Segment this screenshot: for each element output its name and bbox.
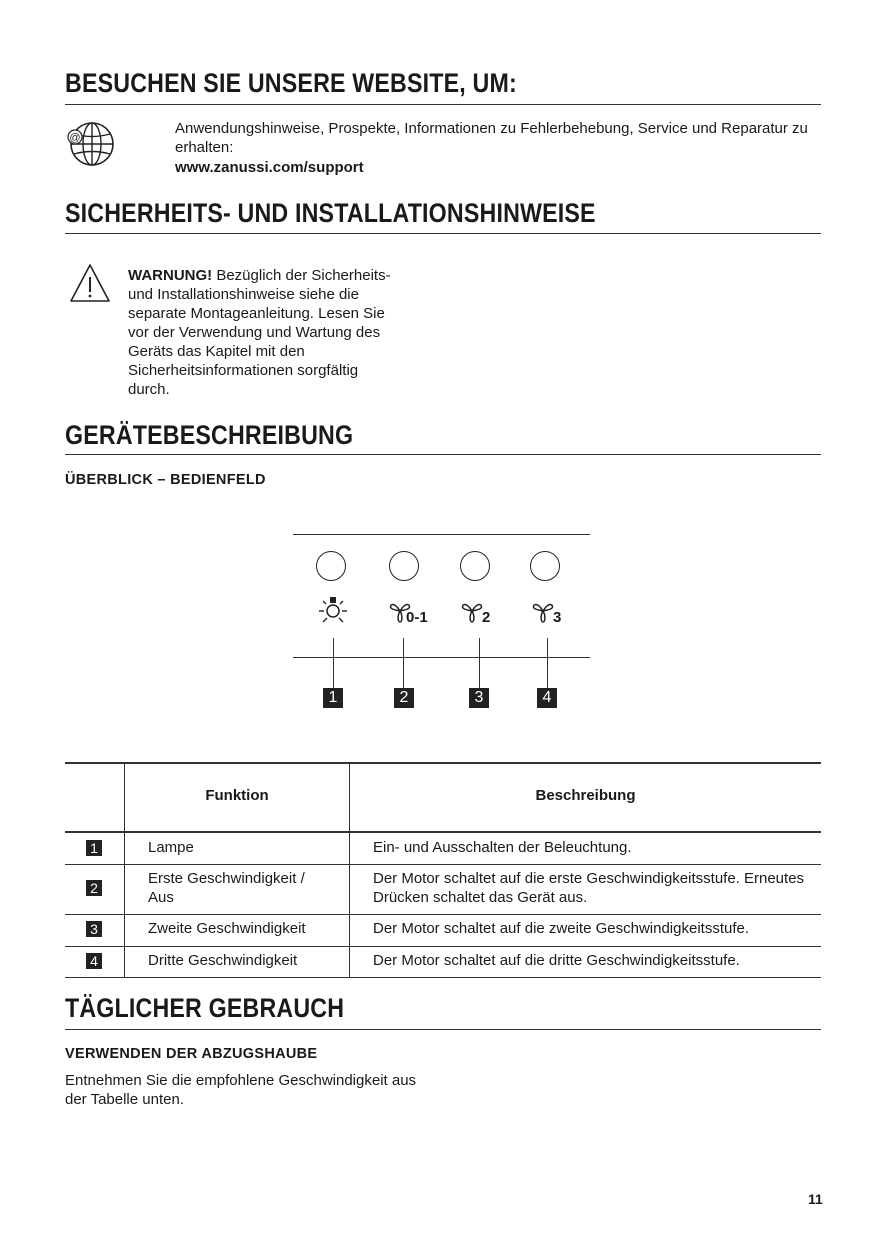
daily-subheading: VERWENDEN DER ABZUGSHAUBE	[65, 1046, 318, 1062]
website-text: Anwendungshinweise, Prospekte, Informationen zu Fehlerbehebung, Service und Reparatur zu erhalten:	[175, 120, 808, 156]
page-number: 11	[808, 1191, 823, 1207]
table-row-rule	[65, 946, 821, 947]
lamp-button[interactable]	[316, 551, 346, 581]
panel-label-4: 4	[537, 688, 557, 708]
warning-body: Bezüglich der Sicherheits- und Installationshinweise siehe die separate Montageanleitung. Lesen Sie vor der Verwendung und Wartung des Geräts das Kapitel mit den Sicherheitsinformationen sorgfältig durch.	[128, 267, 391, 398]
divider	[65, 454, 821, 455]
overview-subheading: ÜBERBLICK – BEDIENFELD	[65, 472, 266, 488]
speed-3-button[interactable]	[530, 551, 560, 581]
row-number: 1	[86, 840, 102, 856]
leader-line	[403, 638, 404, 688]
speed-label-0-1: 0-1	[406, 609, 428, 626]
table-header-description: Beschreibung	[535, 787, 636, 804]
leader-line	[479, 638, 480, 688]
safety-heading: SICHERHEITS- UND INSTALLATIONSHINWEISE	[65, 198, 596, 228]
support-link[interactable]: www.zanussi.com/support	[175, 159, 364, 176]
speed-1-button[interactable]	[389, 551, 419, 581]
table-top-rule	[65, 762, 821, 764]
divider	[65, 1029, 821, 1030]
lamp-icon	[318, 596, 348, 626]
row-description: Der Motor schaltet auf die dritte Geschwindigkeitsstufe.	[373, 952, 740, 969]
fan-icon	[532, 598, 554, 624]
fan-icon	[461, 598, 483, 624]
leader-line	[333, 638, 334, 688]
warning-text	[128, 266, 400, 399]
website-heading: BESUCHEN SIE UNSERE WEBSITE, UM:	[65, 68, 517, 98]
divider	[65, 104, 821, 105]
table-row-rule	[65, 914, 821, 915]
row-function: Dritte Geschwindigkeit	[148, 952, 298, 969]
row-number: 4	[86, 953, 102, 969]
description-heading: GERÄTEBESCHREIBUNG	[65, 420, 354, 450]
warning-triangle-icon	[69, 263, 111, 303]
table-header-function: Funktion	[205, 787, 269, 804]
row-description: Ein- und Ausschalten der Beleuchtung.	[373, 839, 632, 856]
speed-label-2: 2	[482, 609, 491, 626]
row-function: Lampe	[148, 839, 194, 856]
panel-label-2: 2	[394, 688, 414, 708]
globe-at-icon	[66, 120, 114, 168]
speed-label-3: 3	[553, 609, 562, 626]
row-number: 3	[86, 921, 102, 937]
speed-2-button[interactable]	[460, 551, 490, 581]
panel-label-3: 3	[469, 688, 489, 708]
panel-top-line	[293, 534, 590, 535]
row-function: Zweite Geschwindigkeit	[148, 920, 306, 937]
panel-label-1: 1	[323, 688, 343, 708]
row-number: 2	[86, 880, 102, 896]
svg-text:@: @	[69, 132, 81, 144]
row-description: Der Motor schaltet auf die zweite Geschwindigkeitsstufe.	[373, 920, 750, 937]
table-header-rule	[65, 831, 821, 833]
leader-line	[547, 638, 548, 688]
daily-text: Entnehmen Sie die empfohlene Geschwindigkeit aus der Tabelle unten.	[65, 1072, 417, 1108]
table-bottom-rule	[65, 977, 821, 978]
daily-heading: TÄGLICHER GEBRAUCH	[65, 993, 345, 1023]
panel-bottom-line	[293, 657, 590, 658]
row-function: Erste Geschwindigkeit / Aus	[148, 870, 305, 906]
row-description: Der Motor schaltet auf die erste Geschwindigkeitsstufe. Erneutes Drücken schaltet das Gerät aus.	[373, 870, 805, 906]
divider	[65, 233, 821, 234]
warning-label: WARNUNG!	[128, 267, 213, 284]
table-row-rule	[65, 864, 821, 865]
